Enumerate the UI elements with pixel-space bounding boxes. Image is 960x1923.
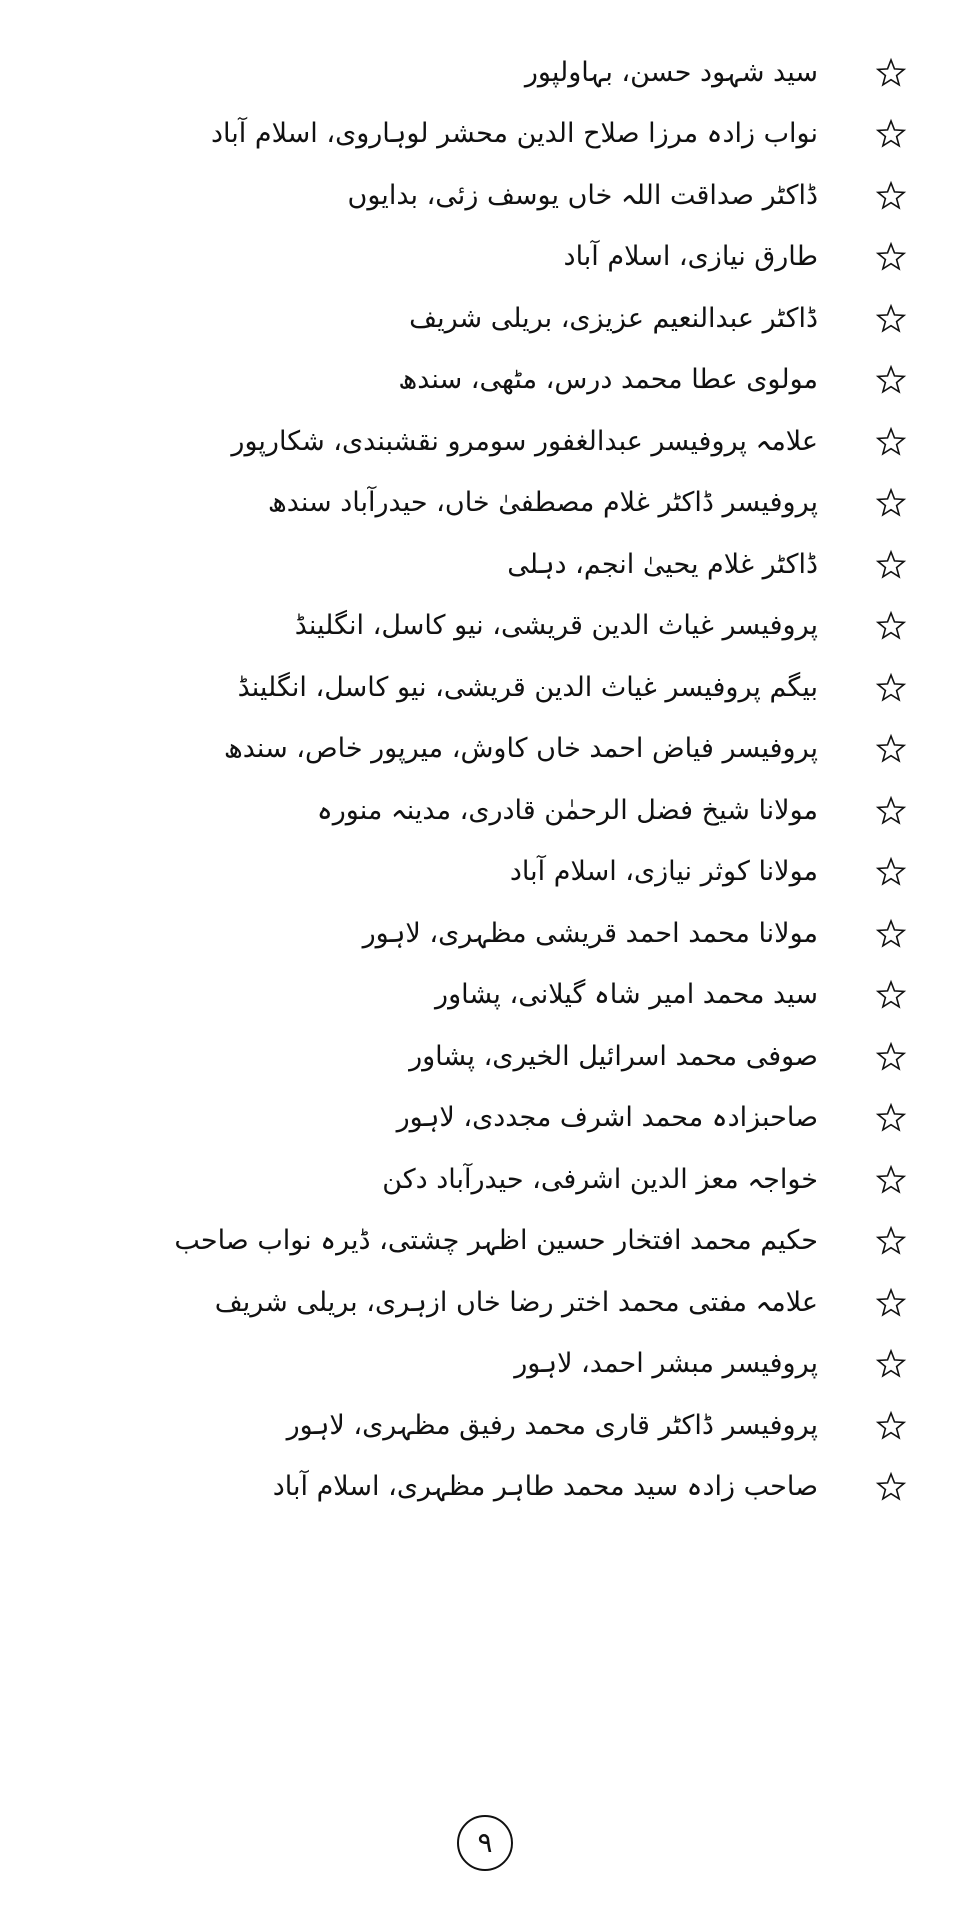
star-outline-icon bbox=[862, 918, 920, 950]
list-item bbox=[60, 1026, 920, 1088]
list-item bbox=[60, 534, 920, 596]
list-item bbox=[60, 1088, 920, 1150]
list-item bbox=[60, 288, 920, 350]
list-item-text: بیگم پروفیسر غیاث الدین قریشی، نیو کاسل، انگلینڈ bbox=[237, 671, 818, 703]
star-outline-icon bbox=[862, 180, 920, 212]
star-outline-icon bbox=[862, 118, 920, 150]
star-outline-icon bbox=[862, 672, 920, 704]
star-outline-icon bbox=[862, 795, 920, 827]
page-number: ۹ bbox=[457, 1815, 513, 1871]
list-item-text: پروفیسر ڈاکٹر غلام مصطفیٰ خاں، حیدرآباد سندھ bbox=[267, 487, 818, 519]
list-item bbox=[60, 780, 920, 842]
list-item bbox=[60, 1334, 920, 1396]
star-outline-icon bbox=[862, 1225, 920, 1257]
list-item-text: علامہ پروفیسر عبدالغفور سومرو نقشبندی، شکارپور bbox=[231, 425, 818, 457]
star-outline-icon bbox=[862, 733, 920, 765]
list-item-text: مولوی عطا محمد درس، مٹھی، سندھ bbox=[398, 364, 818, 396]
list-item bbox=[60, 1272, 920, 1334]
list-item-text: مولانا کوثر نیازی، اسلام آباد bbox=[509, 856, 818, 888]
list-item-text: پروفیسر فیاض احمد خاں کاوش، میرپور خاص، سندھ bbox=[223, 733, 818, 765]
star-outline-icon bbox=[862, 856, 920, 888]
list-item-text: سید شہود حسن، بہاولپور bbox=[524, 56, 818, 88]
list-item-text: حکیم محمد افتخار حسین اظہر چشتی، ڈیرہ نواب صاحب bbox=[174, 1225, 818, 1257]
star-outline-icon bbox=[862, 1287, 920, 1319]
star-outline-icon bbox=[862, 1471, 920, 1503]
star-outline-icon bbox=[862, 549, 920, 581]
list-item bbox=[60, 842, 920, 904]
list-item-text: ڈاکٹر عبدالنعیم عزیزی، بریلی شریف bbox=[409, 302, 818, 334]
list-item-text: طارق نیازی، اسلام آباد bbox=[563, 241, 818, 273]
list-item bbox=[60, 1211, 920, 1273]
list-item-text: مولانا شیخ فضل الرحمٰن قادری، مدینہ منورہ bbox=[316, 794, 818, 826]
list-item-text: خواجہ معز الدین اشرفی، حیدرآباد دکن bbox=[382, 1163, 818, 1195]
list-item-text: صاحبزادہ محمد اشرف مجددی، لاہور bbox=[396, 1102, 818, 1134]
list-item-text: ڈاکٹر صداقت اللہ خاں یوسف زئی، بدایوں bbox=[347, 179, 818, 211]
star-outline-icon bbox=[862, 303, 920, 335]
star-outline-icon bbox=[862, 1164, 920, 1196]
list-item bbox=[60, 473, 920, 535]
list-item bbox=[60, 1149, 920, 1211]
list-item bbox=[60, 42, 920, 104]
list-item bbox=[60, 1457, 920, 1519]
list-item-text: پروفیسر غیاث الدین قریشی، نیو کاسل، انگلینڈ bbox=[294, 610, 818, 642]
list-item bbox=[60, 350, 920, 412]
star-outline-icon bbox=[862, 57, 920, 89]
star-outline-icon bbox=[862, 1348, 920, 1380]
list-item bbox=[60, 411, 920, 473]
list-item bbox=[60, 719, 920, 781]
list-item-text: علامہ مفتی محمد اختر رضا خاں ازہری، بریلی شریف bbox=[214, 1286, 818, 1318]
list-item bbox=[60, 903, 920, 965]
list-item bbox=[60, 165, 920, 227]
star-outline-icon bbox=[862, 1410, 920, 1442]
list-item bbox=[60, 1395, 920, 1457]
list-item-text: صوفی محمد اسرائیل الخیری، پشاور bbox=[409, 1040, 818, 1072]
list-item-text: پروفیسر مبشر احمد، لاہور bbox=[514, 1348, 818, 1380]
list-item-text: پروفیسر ڈاکٹر قاری محمد رفیق مظہری، لاہور bbox=[286, 1409, 818, 1441]
star-outline-icon bbox=[862, 1102, 920, 1134]
list-item bbox=[60, 657, 920, 719]
list-item bbox=[60, 596, 920, 658]
list-item-text: صاحب زادہ سید محمد طاہر مظہری، اسلام آباد bbox=[272, 1471, 818, 1503]
star-outline-icon bbox=[862, 610, 920, 642]
star-outline-icon bbox=[862, 241, 920, 273]
list-item bbox=[60, 965, 920, 1027]
list-item-text: مولانا محمد احمد قریشی مظہری، لاہور bbox=[362, 917, 818, 949]
star-outline-icon bbox=[862, 1041, 920, 1073]
list-item-text: نواب زادہ مرزا صلاح الدین محشر لوہاروی، اسلام آباد bbox=[211, 118, 818, 150]
star-outline-icon bbox=[862, 979, 920, 1011]
star-outline-icon bbox=[862, 364, 920, 396]
name-list bbox=[60, 42, 920, 1518]
list-item-text: ڈاکٹر غلام یحییٰ انجم، دہلی bbox=[507, 548, 818, 580]
list-item bbox=[60, 227, 920, 289]
star-outline-icon bbox=[862, 487, 920, 519]
list-item-text: سید محمد امیر شاہ گیلانی، پشاور bbox=[435, 979, 818, 1011]
star-outline-icon bbox=[862, 426, 920, 458]
list-item bbox=[60, 104, 920, 166]
